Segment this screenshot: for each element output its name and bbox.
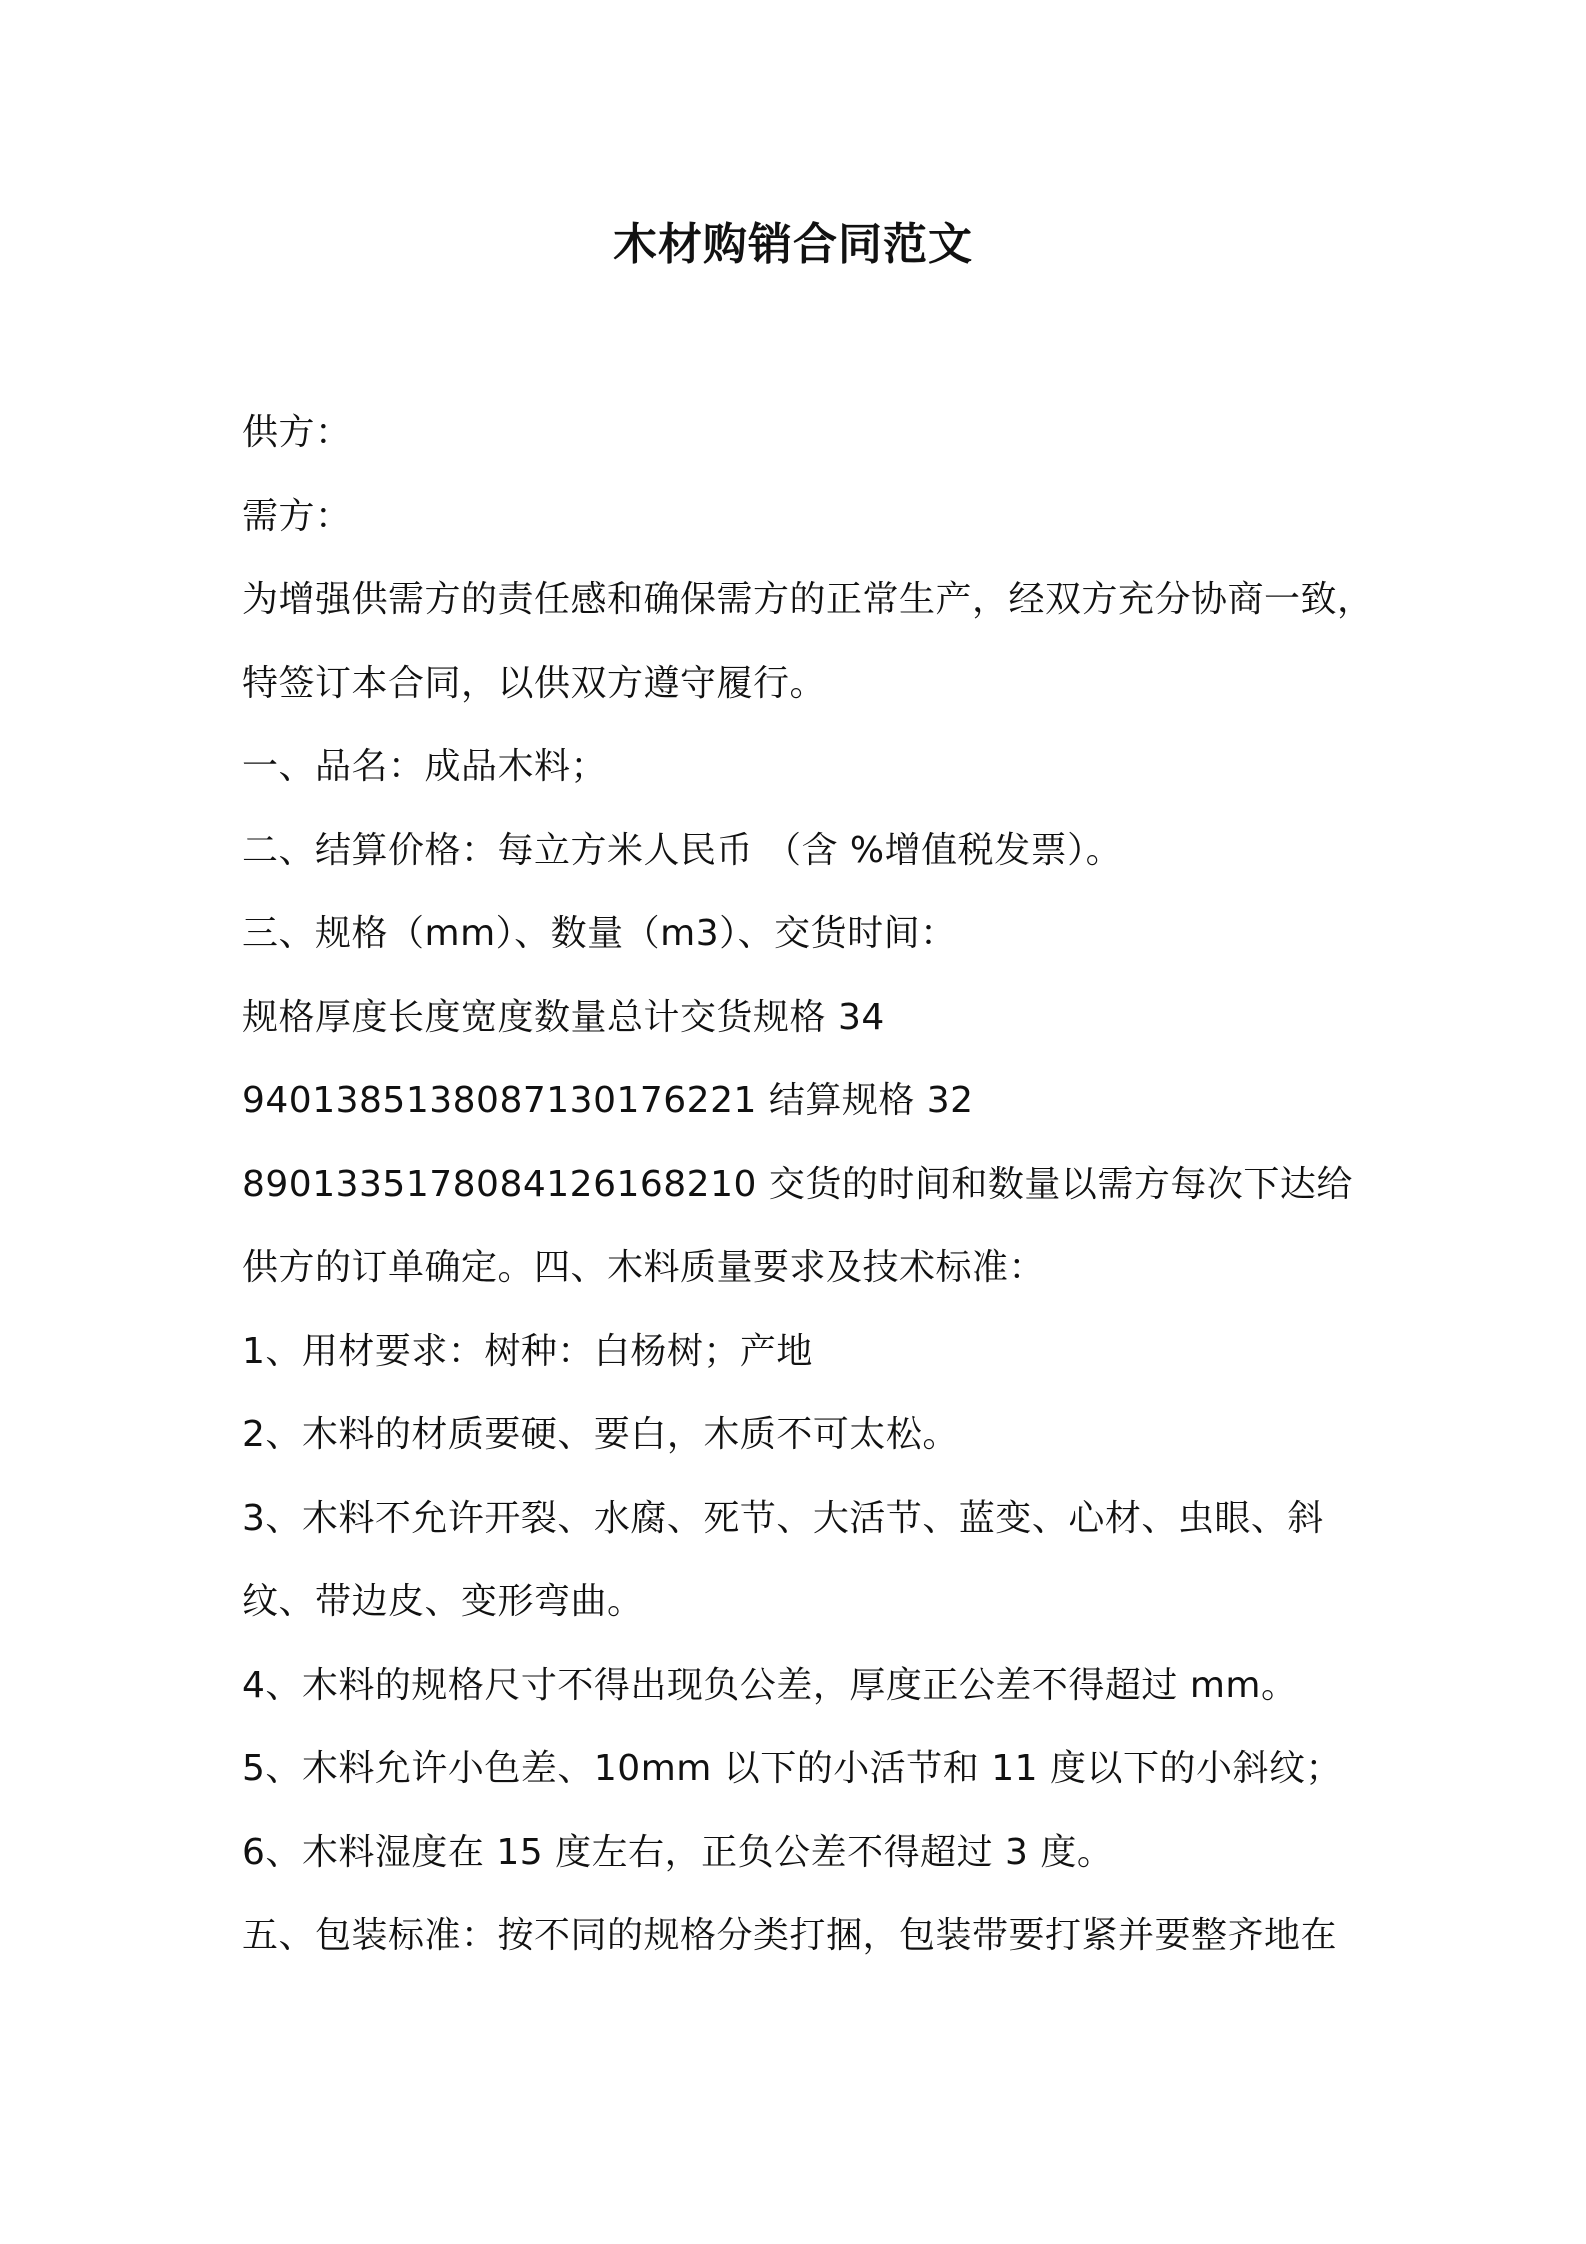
paragraph-line: 特签订本合同，以供双方遵守履行。 (242, 662, 827, 704)
spec-line: 8901335178084126168210 交货的时间和数量以需方每次下达给 (242, 1163, 1353, 1205)
requirement-line: 1、用材要求：树种：白杨树；产地 (242, 1330, 813, 1372)
requirement-line: 4、木料的规格尺寸不得出现负公差，厚度正公差不得超过 mm。 (242, 1664, 1298, 1706)
document-title: 木材购销合同范文 (613, 219, 973, 270)
spec-line: 规格厚度长度宽度数量总计交货规格 34 (242, 996, 885, 1038)
spec-line: 9401385138087130176221 结算规格 32 (242, 1080, 974, 1121)
requirement-line: 2、木料的材质要硬、要白，木质不可太松。 (242, 1414, 959, 1455)
buyer-line: 需方： (242, 495, 352, 537)
clause-line: 三、规格（mm）、数量（m3）、交货时间： (242, 913, 957, 954)
supplier-line: 供方： (242, 412, 352, 453)
paragraph-line: 为增强供需方的责任感和确保需方的正常生产，经双方充分协商一致， (242, 579, 1374, 620)
clause-line: 供方的订单确定。四、木料质量要求及技术标准： (242, 1247, 1046, 1288)
requirement-line: 3、木料不允许开裂、水腐、死节、大活节、蓝变、心材、虫眼、斜 (242, 1497, 1324, 1539)
document-body (242, 403, 1374, 1990)
clause-line: 一、品名：成品木料； (242, 746, 608, 787)
clause-line: 五、包装标准：按不同的规格分类打捆，包装带要打紧并要整齐地在 (242, 1915, 1338, 1956)
clause-line: 二、结算价格：每立方米人民币 （含 %增值税发票）。 (242, 829, 1123, 871)
requirement-line: 6、木料湿度在 15 度左右，正负公差不得超过 3 度。 (242, 1831, 1114, 1873)
requirement-line: 5、木料允许小色差、10mm 以下的小活节和 11 度以下的小斜纹； (242, 1748, 1342, 1789)
requirement-line: 纹、带边皮、变形弯曲。 (242, 1581, 644, 1622)
